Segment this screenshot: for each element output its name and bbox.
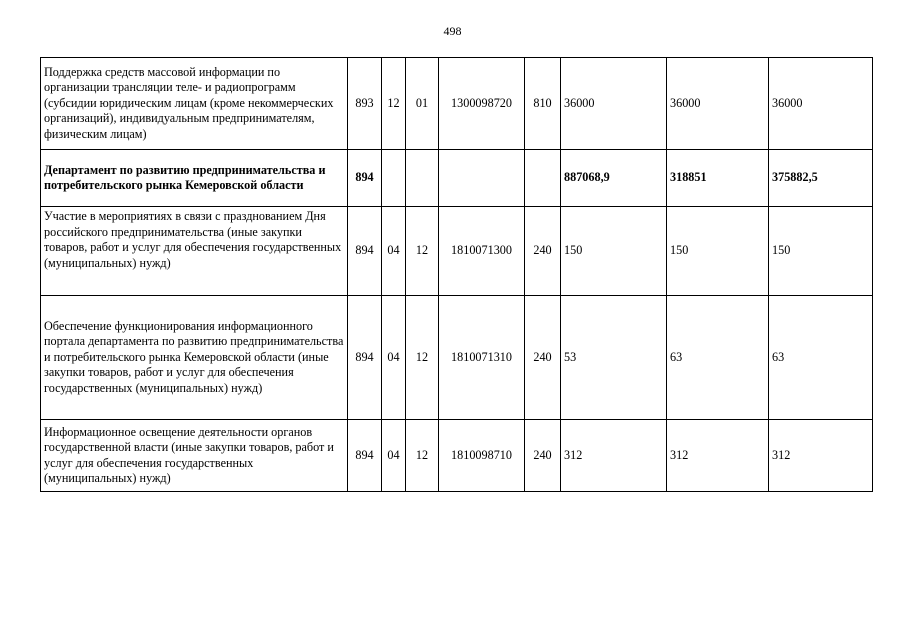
subsection-code-cell: 01 <box>406 58 439 150</box>
section-code-cell: 12 <box>382 58 406 150</box>
section-code-cell: 04 <box>382 207 406 296</box>
target-code-cell <box>439 150 525 207</box>
table-row <box>41 207 873 296</box>
ministry-code-cell: 893 <box>348 58 382 150</box>
expense-type-cell: 810 <box>525 58 561 150</box>
table-row <box>41 58 873 150</box>
amount-cell-1: 887068,9 <box>561 150 667 207</box>
target-code-cell: 1810071300 <box>439 207 525 296</box>
ministry-code-cell: 894 <box>348 207 382 296</box>
amount-cell-2: 318851 <box>667 150 769 207</box>
amount-cell-2: 312 <box>667 420 769 492</box>
amount-cell-1: 53 <box>561 296 667 420</box>
subsection-code-cell: 12 <box>406 420 439 492</box>
row-name-cell: Департамент по развитию предпринимательства и потребительского рынка Кемеровской области <box>41 150 348 207</box>
amount-cell-2: 36000 <box>667 58 769 150</box>
section-code-cell <box>382 150 406 207</box>
amount-cell-3: 36000 <box>769 58 873 150</box>
amount-cell-3: 150 <box>769 207 873 296</box>
amount-cell-1: 36000 <box>561 58 667 150</box>
amount-cell-2: 150 <box>667 207 769 296</box>
section-code-cell: 04 <box>382 296 406 420</box>
amount-cell-1: 312 <box>561 420 667 492</box>
budget-table <box>40 57 873 492</box>
subsection-code-cell <box>406 150 439 207</box>
table-row-department <box>41 150 873 207</box>
expense-type-cell: 240 <box>525 296 561 420</box>
expense-type-cell: 240 <box>525 207 561 296</box>
table-row <box>41 420 873 492</box>
ministry-code-cell: 894 <box>348 296 382 420</box>
target-code-cell: 1810098710 <box>439 420 525 492</box>
expense-type-cell: 240 <box>525 420 561 492</box>
ministry-code-cell: 894 <box>348 150 382 207</box>
amount-cell-3: 375882,5 <box>769 150 873 207</box>
subsection-code-cell: 12 <box>406 296 439 420</box>
target-code-cell: 1300098720 <box>439 58 525 150</box>
row-name-cell: Обеспечение функционирования информационного портала департамента по развитию предпринимательства и потребительского рынка Кемеровской области (иные закупки товаров, работ и услуг для обеспечения государственных (муниципальных) нужд) <box>41 296 348 420</box>
target-code-cell: 1810071310 <box>439 296 525 420</box>
row-name-cell: Поддержка средств массовой информации по организации трансляции теле- и радиопрограмм (субсидии юридическим лицам (кроме некоммерческих организаций), индивидуальным предпринимателям, физическим лицам) <box>41 58 348 150</box>
amount-cell-1: 150 <box>561 207 667 296</box>
expense-type-cell <box>525 150 561 207</box>
amount-cell-3: 63 <box>769 296 873 420</box>
section-code-cell: 04 <box>382 420 406 492</box>
amount-cell-3: 312 <box>769 420 873 492</box>
subsection-code-cell: 12 <box>406 207 439 296</box>
page-number: 498 <box>443 24 462 38</box>
table-row <box>41 296 873 420</box>
row-name-cell: Участие в мероприятиях в связи с празднованием Дня российского предпринимательства (иные закупки товаров, работ и услуг для обеспечения государственных (муниципальных) нужд) <box>41 207 348 296</box>
ministry-code-cell: 894 <box>348 420 382 492</box>
row-name-cell: Информационное освещение деятельности органов государственной власти (иные закупки товаров, работ и услуг для обеспечения государственных (муниципальных) нужд) <box>41 420 348 492</box>
amount-cell-2: 63 <box>667 296 769 420</box>
